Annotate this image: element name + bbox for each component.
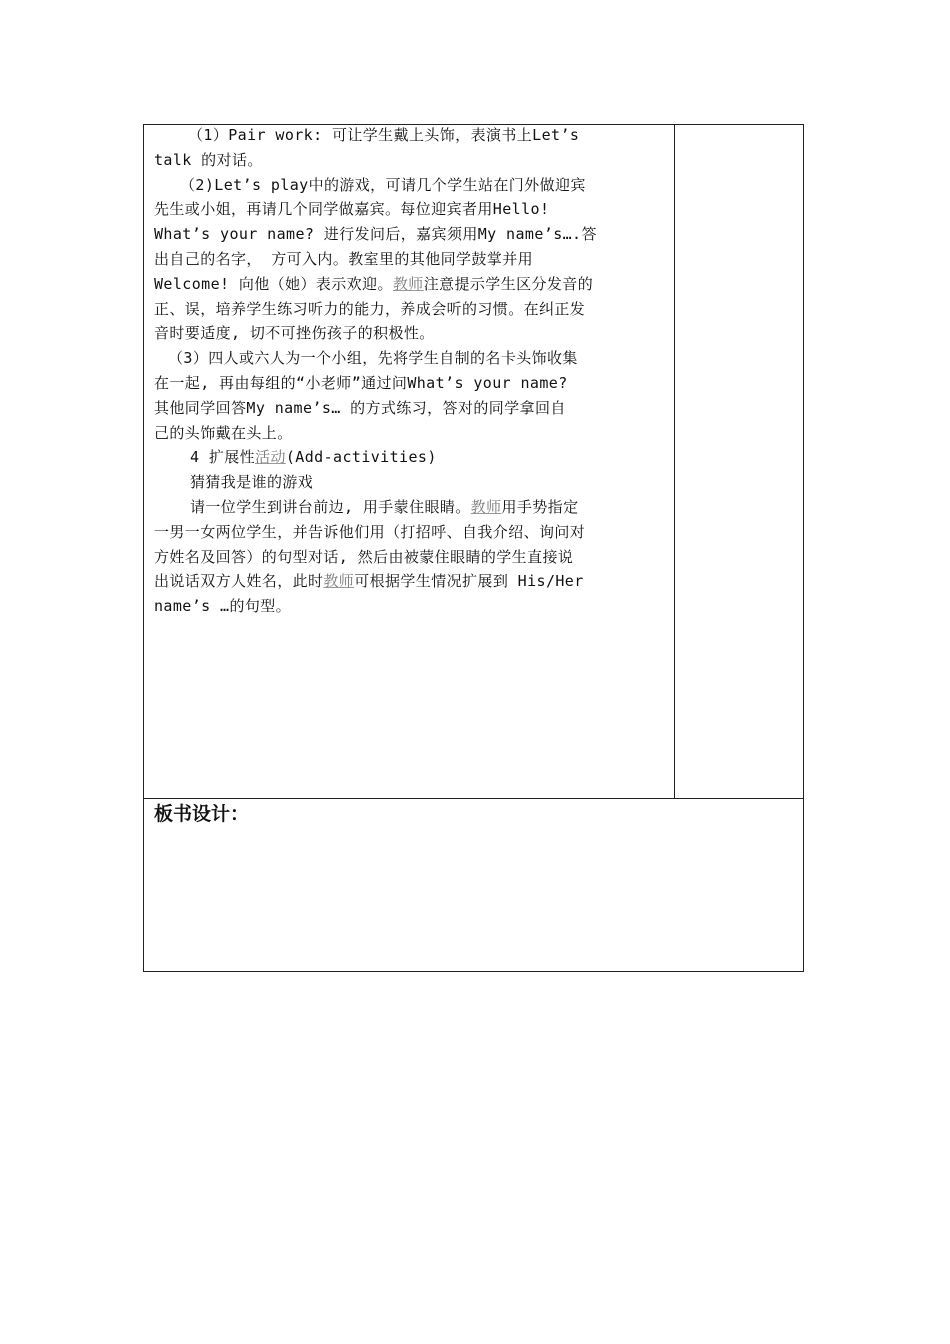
text-line (154, 569, 668, 594)
text-line (154, 495, 668, 520)
text-segment: 一男一女两位学生，并告诉他们用（打招呼、自我介绍、询问对 (154, 522, 586, 541)
text-line (154, 445, 668, 470)
text-line (154, 594, 668, 619)
text-segment: 出自己的名字， 方可入内。教室里的其他同学鼓掌并用 (154, 249, 534, 268)
text-segment: 注意提示学生区分发音的 (423, 274, 594, 293)
text-line (154, 396, 668, 421)
text-segment: 猜猜我是谁的游戏 (190, 473, 314, 492)
text-line (154, 222, 668, 247)
teacher-link[interactable]: 教师 (470, 497, 502, 516)
text-segment: (Add-activities) (285, 448, 437, 467)
text-segment: 先生或小姐，再请几个同学做嘉宾。每位迎宾者用Hello! (154, 200, 550, 219)
text-line (154, 470, 668, 495)
text-segment: 在一起, 再由每组的“小老师”通过问What’s your name? (154, 373, 568, 392)
text-line (154, 125, 668, 148)
text-segment: What’s your name? 进行发问后，嘉宾须用My name’s….答 (154, 225, 597, 244)
teacher-link[interactable]: 教师 (323, 572, 355, 591)
text-segment: 音时要适度, 切不可挫伤孩子的积极性。 (154, 324, 435, 343)
text-segment: 其他同学回答My name’s… 的方式练习，答对的同学拿回自 (154, 398, 566, 417)
text-line (154, 272, 668, 297)
lesson-plan-table (143, 124, 804, 972)
teacher-link[interactable]: 教师 (392, 274, 424, 293)
text-line (154, 346, 668, 371)
notes-cell (675, 125, 803, 798)
text-segment: （3）四人或六人为一个小组，先将学生自制的名卡头饰收集 (168, 349, 578, 368)
text-segment: （1）Pair work: 可让学生戴上头饰，表演书上Let’s (188, 126, 580, 144)
text-line (154, 545, 668, 570)
text-segment: 可根据学生情况扩展到 His/Her (354, 572, 584, 591)
text-line (154, 421, 668, 446)
text-line (154, 148, 668, 173)
text-segment: 4 扩展性 (190, 448, 256, 467)
board-design-title: 板书设计： (154, 803, 250, 825)
text-segment: name’s …的句型。 (154, 597, 292, 616)
text-segment: 方姓名及回答）的句型对话, 然后由被蒙住眼睛的学生直接说 (154, 547, 574, 566)
text-line (154, 297, 668, 322)
text-line (154, 321, 668, 346)
activity-link[interactable]: 活动 (255, 448, 286, 467)
text-line (154, 520, 668, 545)
text-segment: 己的头饰戴在头上。 (154, 423, 293, 442)
board-design-cell (144, 798, 803, 971)
text-segment: 请一位学生到讲台前边, 用手蒙住眼睛。 (190, 497, 471, 516)
text-segment: （2)Let’s play中的游戏，可请几个学生站在门外做迎宾 (180, 175, 586, 194)
text-segment: 用手势指定 (501, 497, 579, 516)
text-segment: talk 的对话。 (154, 150, 263, 169)
text-line (154, 173, 668, 198)
text-line (154, 371, 668, 396)
teaching-process-cell (144, 125, 675, 798)
text-line (154, 247, 668, 272)
text-segment: Welcome! 向他（她）表示欢迎。 (154, 274, 393, 293)
text-segment: 出说话双方人姓名，此时 (154, 572, 324, 591)
text-line (154, 197, 668, 222)
text-segment: 正、误，培养学生练习听力的能力，养成会听的习惯。在纠正发 (154, 299, 586, 318)
